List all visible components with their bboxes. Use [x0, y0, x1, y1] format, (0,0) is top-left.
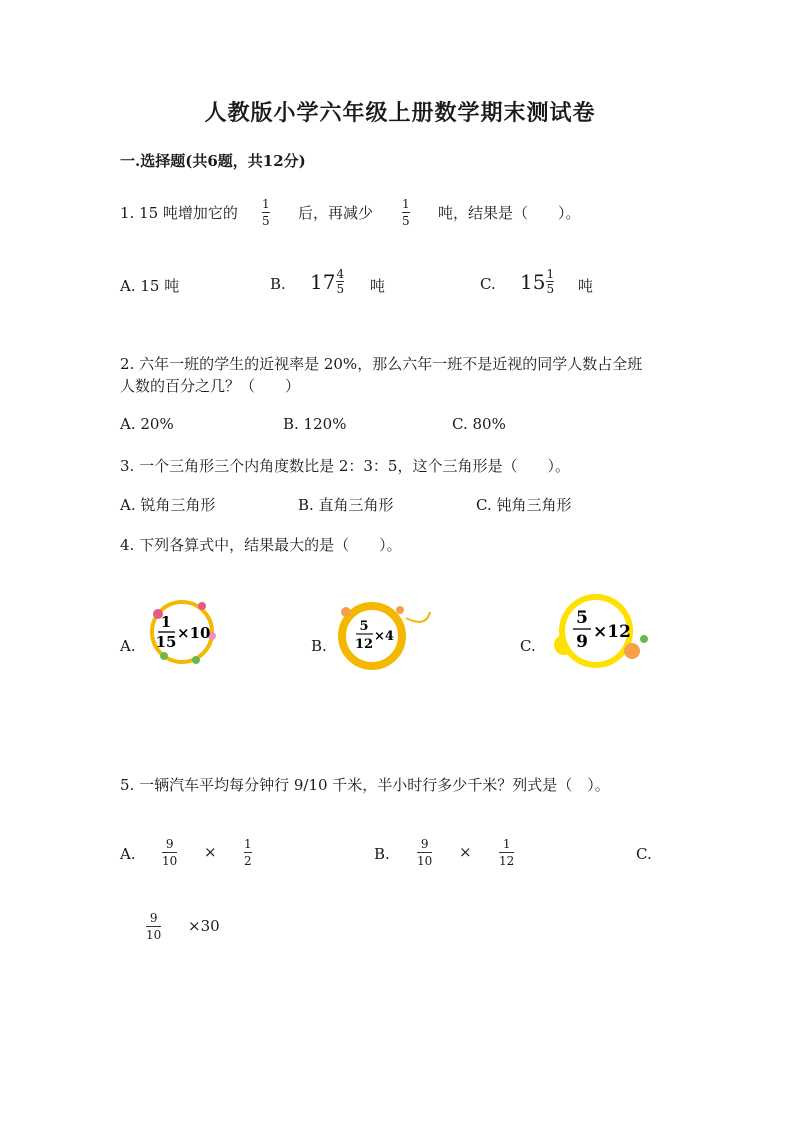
badge-numerator: 1 [160, 613, 172, 631]
section-heading: 一.选择题(共6题，共12分) [120, 152, 306, 170]
q1-option-c-unit: 吨 [578, 277, 594, 295]
q5-option-a-times: × [204, 843, 217, 861]
fraction-numerator: 1 [502, 837, 511, 851]
badge-denominator: 15 [155, 633, 177, 651]
flower-icon [624, 643, 640, 659]
badge-operator: ×10 [177, 624, 211, 642]
fraction-denominator: 12 [499, 854, 515, 868]
q3-option-b: B. 直角三角形 [298, 496, 394, 514]
fraction-numerator: 9 [165, 837, 174, 851]
q4-text: 4. 下列各算式中，结果最大的是（ ）。 [120, 536, 402, 554]
mixed-whole: 17 [310, 269, 336, 294]
q5-option-c-fraction [146, 912, 161, 941]
badge-numerator: 5 [576, 608, 588, 628]
fraction-numerator: 9 [420, 837, 429, 851]
q1-option-a: A. 15 吨 [120, 277, 180, 295]
fraction-denominator: 10 [417, 854, 433, 868]
badge-numerator: 5 [359, 619, 369, 634]
q5-option-c-rest: ×30 [188, 917, 220, 935]
q2-option-c: C. 80% [452, 415, 506, 433]
badge-denominator: 9 [576, 632, 588, 652]
q5-text: 5. 一辆汽车平均每分钟行 9/10 千米，半小时行多少千米？列式是（ ）。 [120, 776, 610, 794]
fraction-numerator: 1 [402, 197, 410, 211]
q1-option-c-label: C. [480, 275, 496, 293]
q3-option-a: A. 锐角三角形 [120, 496, 216, 514]
q5-option-b-fraction-2 [499, 838, 514, 867]
mixed-whole: 15 [520, 269, 546, 294]
q4-option-a-badge [144, 596, 224, 668]
q1-text-part1: 1. 15 吨增加它的 [120, 204, 238, 222]
fraction-denominator: 5 [546, 282, 555, 296]
fraction-numerator: 4 [336, 267, 345, 281]
q1-text-part3: 吨，结果是（ ）。 [438, 204, 581, 222]
flower-icon [198, 602, 206, 610]
q5-option-b-fraction-1 [417, 838, 432, 867]
q1-fraction-b [402, 198, 410, 227]
q4-option-c-label: C. [520, 637, 536, 655]
fraction-denominator: 10 [146, 928, 162, 942]
q5-option-a-fraction-2 [244, 838, 252, 867]
q2-option-a: A. 20% [120, 415, 174, 433]
q1-fraction-a [262, 198, 270, 227]
q5-option-b-label: B. [374, 845, 390, 863]
fraction-numerator: 1 [244, 837, 252, 851]
q2-text-line2: 人数的百分之几？（ ） [120, 377, 301, 395]
fraction-denominator: 5 [262, 214, 270, 228]
fraction-denominator: 5 [336, 282, 345, 296]
q1-option-b-unit: 吨 [370, 277, 386, 295]
fraction-numerator: 9 [149, 911, 158, 925]
q3-option-c: C. 钝角三角形 [476, 496, 572, 514]
q5-option-b-times: × [459, 843, 472, 861]
leaf-icon [640, 635, 648, 643]
q4-option-a-label: A. [120, 637, 136, 655]
fraction-numerator: 1 [262, 197, 270, 211]
mixed-fraction [336, 268, 344, 295]
fraction-numerator: 1 [546, 267, 555, 281]
page-title: 人教版小学六年级上册数学期末测试卷 [204, 100, 596, 126]
badge-operator: ×4 [374, 629, 394, 644]
q5-option-a-fraction-1 [162, 838, 177, 867]
q1-option-b-mixed-number [310, 268, 344, 295]
mixed-fraction [546, 268, 554, 295]
fraction-denominator: 2 [244, 854, 252, 868]
flower-icon [341, 607, 351, 617]
badge-operator: ×12 [593, 622, 631, 642]
badge-denominator: 12 [354, 637, 374, 652]
q2-option-b: B. 120% [283, 415, 347, 433]
q5-option-a-label: A. [120, 845, 136, 863]
q4-option-b-label: B. [311, 637, 327, 655]
flower-icon [396, 606, 404, 614]
q4-option-c-badge [548, 593, 658, 675]
q4-option-b-badge [330, 598, 440, 670]
swirl-decoration [406, 612, 430, 622]
leaf-icon [192, 656, 200, 664]
q5-option-c-label: C. [636, 845, 652, 863]
q1-option-c-mixed-number [520, 268, 554, 295]
fraction-denominator: 10 [162, 854, 178, 868]
leaf-icon [160, 652, 168, 660]
q3-text: 3. 一个三角形三个内角度数比是 2：3：5，这个三角形是（ ）。 [120, 457, 570, 475]
q1-option-b-label: B. [270, 275, 286, 293]
q1-text-part2: 后，再减少 [298, 204, 374, 222]
fraction-denominator: 5 [402, 214, 410, 228]
q2-text-line1: 2. 六年一班的学生的近视率是 20%，那么六年一班不是近视的同学人数占全班 [120, 355, 643, 373]
